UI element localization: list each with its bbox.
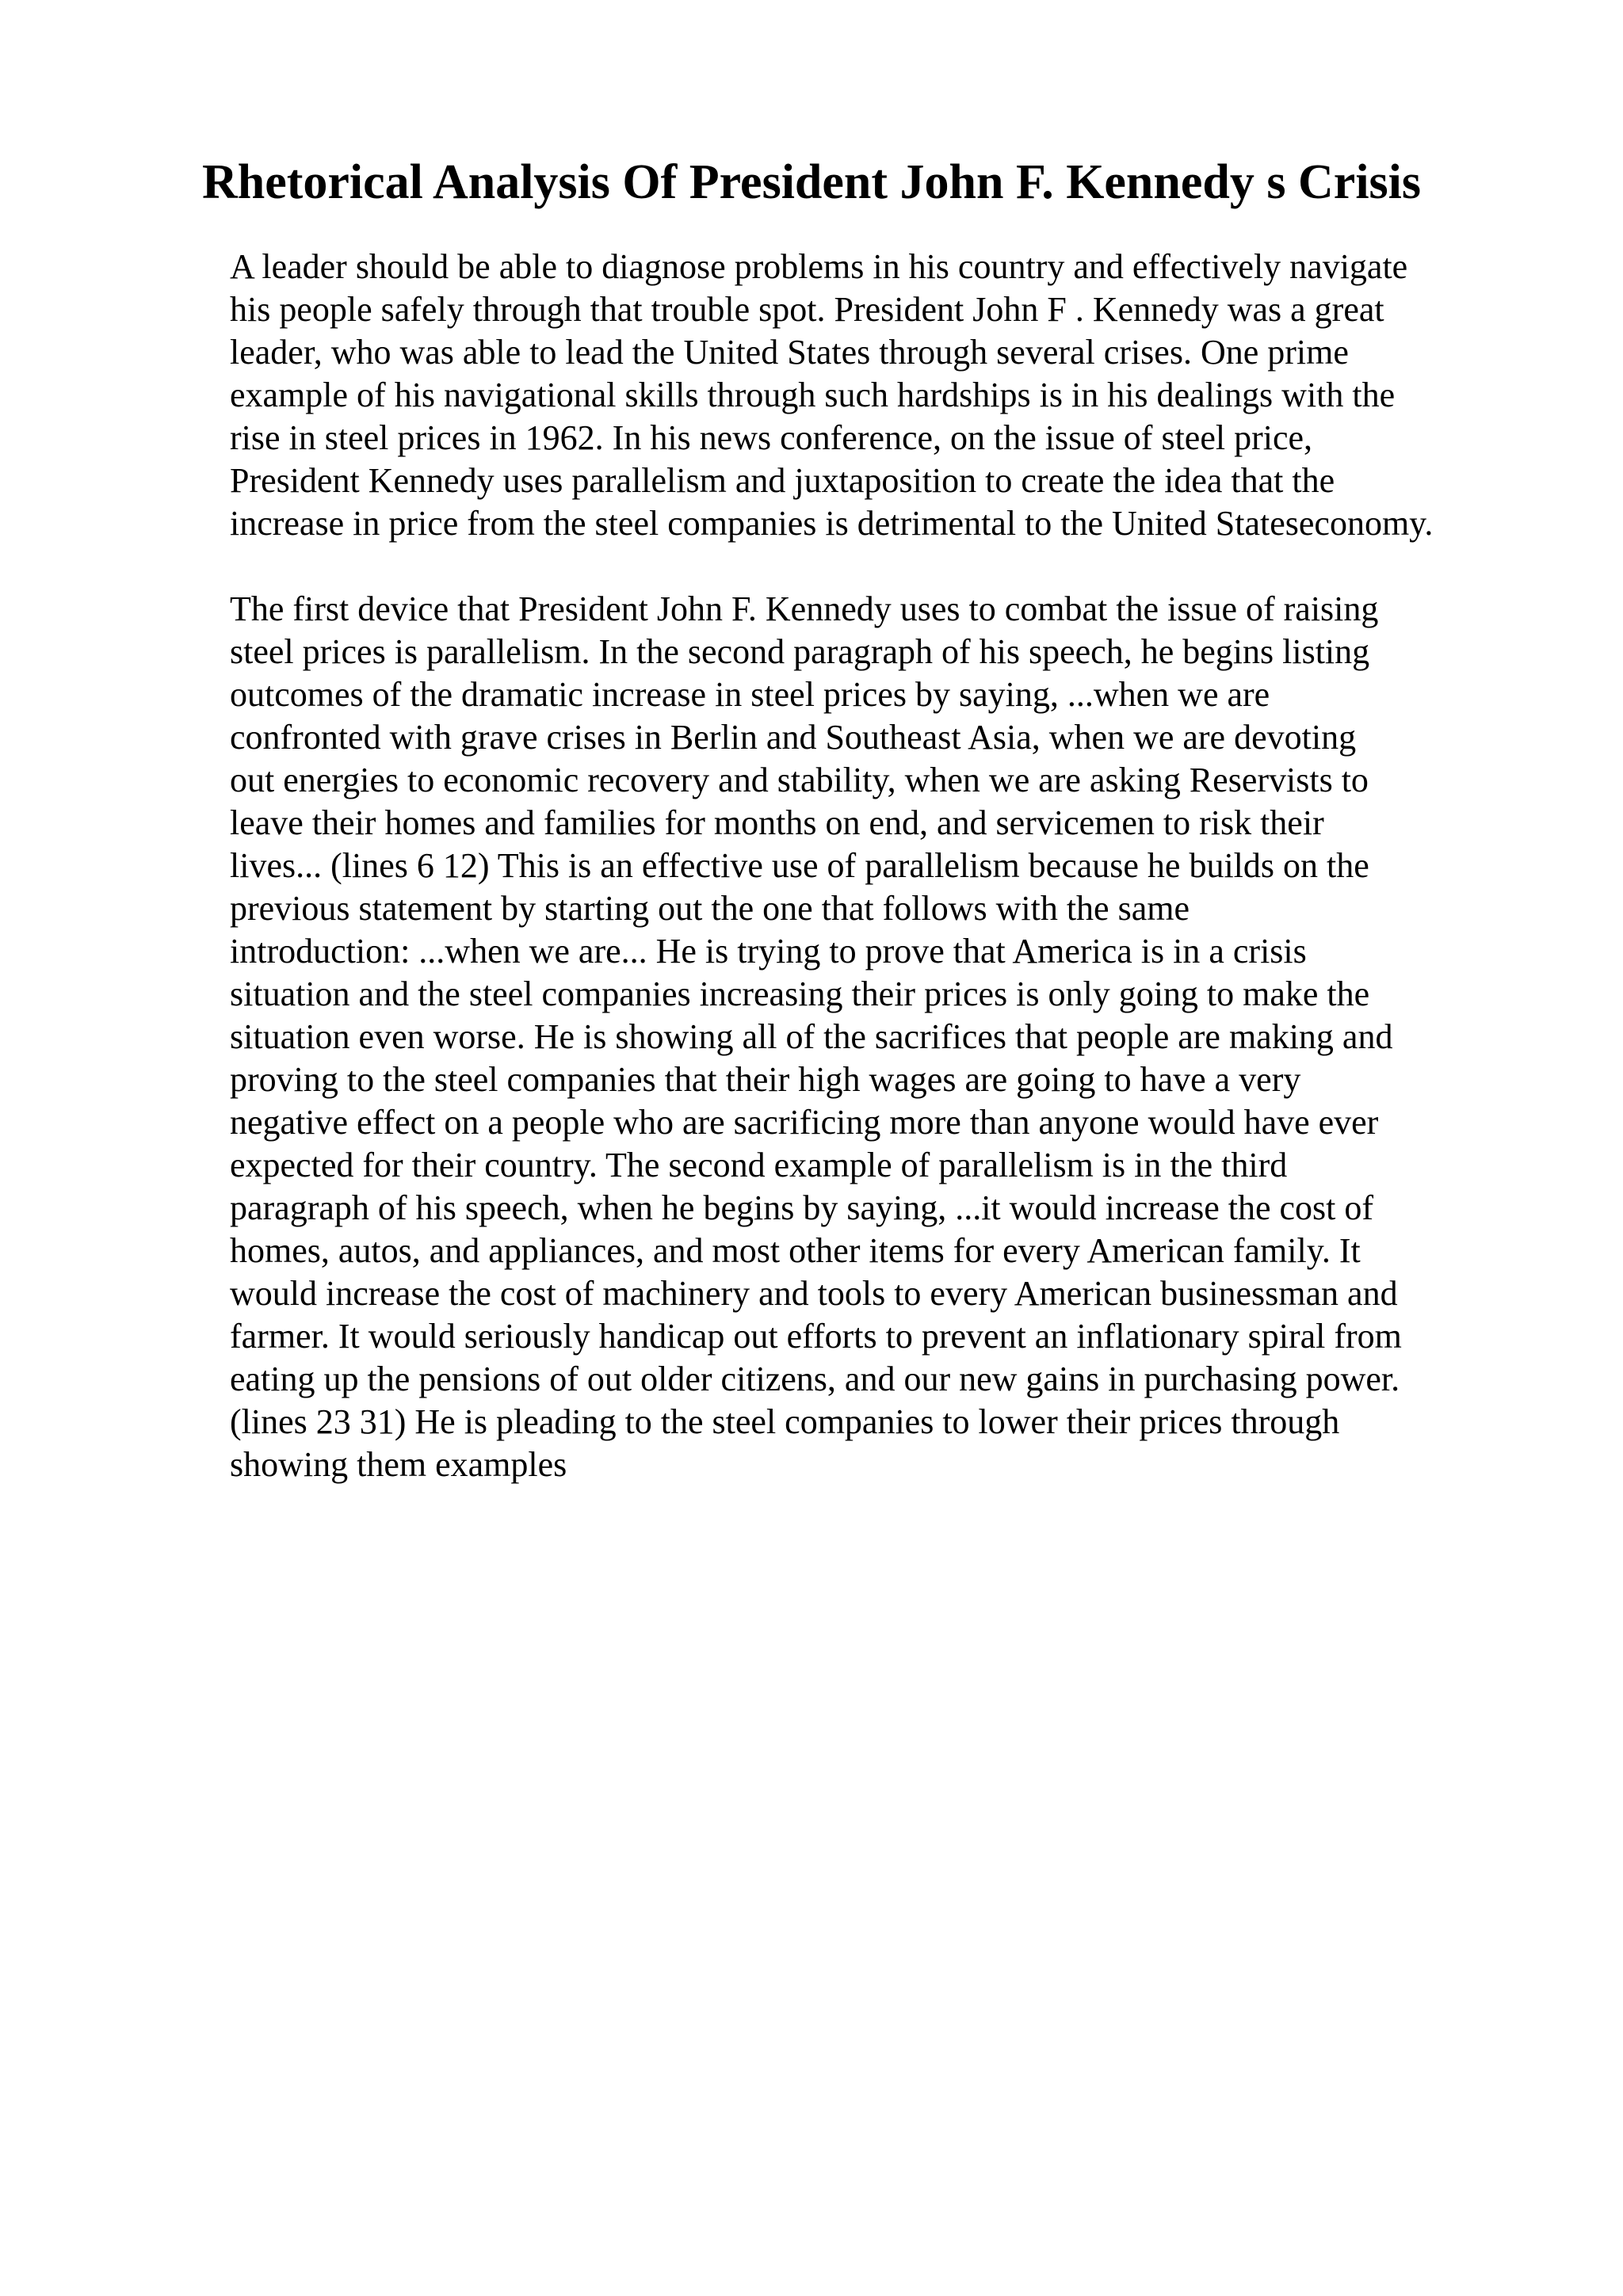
text-line: leave their homes and families for months on end, and servicemen to risk their [230, 803, 1324, 842]
text-line: expected for their country. The second example of parallelism is in the third [230, 1146, 1288, 1184]
paragraph-intro [230, 246, 1593, 545]
text-line: outcomes of the dramatic increase in steel prices by saying, ...when we are [230, 675, 1270, 714]
text-line: increase in price from the steel companies is detrimental to the United Stateseconomy. [230, 504, 1434, 543]
text-line: confronted with grave crises in Berlin and Southeast Asia, when we are devoting [230, 718, 1357, 757]
text-line: previous statement by starting out the one that follows with the same [230, 889, 1190, 928]
text-line: example of his navigational skills through such hardships is in his dealings with the [230, 376, 1396, 414]
text-line: his people safely through that trouble spot. President John F . Kennedy was a great [230, 290, 1384, 329]
text-line: farmer. It would seriously handicap out efforts to prevent an inflationary spiral from [230, 1317, 1402, 1356]
text-line: proving to the steel companies that their high wages are going to have a very [230, 1060, 1301, 1099]
text-line: The first device that President John F. Kennedy uses to combat the issue of raising [230, 589, 1379, 628]
text-line: steel prices is parallelism. In the second paragraph of his speech, he begins listing [230, 632, 1370, 671]
text-line: rise in steel prices in 1962. In his news conference, on the issue of steel price, [230, 418, 1313, 457]
text-line: negative effect on a people who are sacrificing more than anyone would have ever [230, 1103, 1379, 1142]
text-line: President Kennedy uses parallelism and juxtaposition to create the idea that the [230, 461, 1335, 500]
text-line: homes, autos, and appliances, and most other items for every American family. It [230, 1231, 1361, 1270]
text-line: introduction: ...when we are... He is trying to prove that America is in a crisis [230, 932, 1307, 971]
text-line: paragraph of his speech, when he begins by saying, ...it would increase the cost of [230, 1188, 1374, 1227]
text-line: situation even worse. He is showing all of the sacrifices that people are making and [230, 1017, 1393, 1056]
text-line: leader, who was able to lead the United States through several crises. One prime [230, 333, 1349, 372]
paragraph-parallelism [230, 588, 1593, 1486]
text-line: situation and the steel companies increasing their prices is only going to make the [230, 974, 1370, 1013]
document-title: Rhetorical Analysis Of President John F. Kennedy s Crisis [201, 155, 1422, 209]
text-line: A leader should be able to diagnose problems in his country and effectively navigate [230, 247, 1408, 286]
text-line: eating up the pensions of out older citizens, and our new gains in purchasing power. [230, 1360, 1400, 1398]
text-line: out energies to economic recovery and stability, when we are asking Reservists to [230, 761, 1369, 799]
text-line: (lines 23 31) He is pleading to the steel companies to lower their prices through [230, 1402, 1340, 1441]
text-line: lives... (lines 6 12) This is an effective use of parallelism because he builds on the [230, 846, 1369, 885]
text-line: showing them examples [230, 1445, 567, 1484]
text-line: would increase the cost of machinery and tools to every American businessman and [230, 1274, 1398, 1313]
